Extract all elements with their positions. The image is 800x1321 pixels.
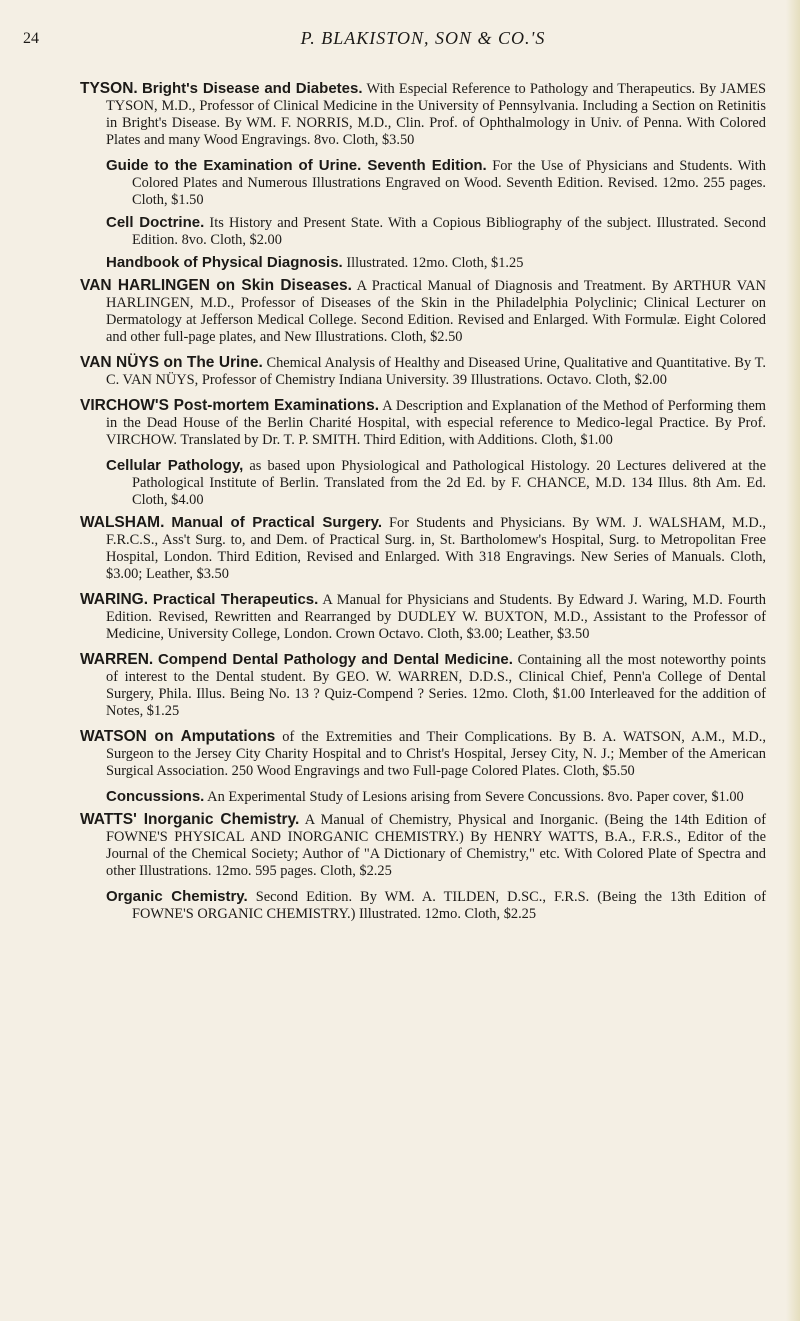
catalog-entry — [80, 591, 766, 643]
catalog-entry — [106, 457, 766, 509]
catalog-entry — [80, 277, 766, 346]
entry-author: WARING. — [80, 591, 149, 608]
entry-author: VAN HARLINGEN on Skin Diseases. — [80, 277, 352, 294]
catalog-entry — [80, 728, 766, 780]
entry-author: WARREN. — [80, 651, 154, 668]
page-header — [23, 22, 766, 62]
entry-author: TYSON. — [80, 80, 138, 97]
entry-text: A Description and Explanation of the Method of Performing them in the Dead House of the Berlin Charité Hospital, with especial reference to Medico-legal Practice. By Prof. VIRCHOW. Translated by Dr. T. P. SMITH. Third Edition, with Additions. Cloth, $1.00 — [106, 398, 766, 448]
entry-author: WATSON on Amputations — [80, 728, 276, 745]
catalog-entry — [106, 214, 766, 249]
entry-text: A Manual for Physicians and Students. By Edward J. Waring, M.D. Fourth Edition. Revised, Rewritten and Rearranged by DUDLEY W. BUXTON, M.D., Assistant to the Professor of Medicine, University College, London. Crown Octavo. Cloth, $3.00; Leather, $3.50 — [106, 592, 767, 642]
catalog-entry — [106, 157, 766, 209]
entry-author: VAN NÜYS on The Urine. — [80, 354, 263, 371]
entry-text: Containing all the most noteworthy points of interest to the Dental student. By GEO. W. WARREN, D.D.S., Clinical Chief, Penn'a College of Dental Surgery, Phila. Illus. Being No. 13 ? Quiz-Compend ? Series. 12mo. Cloth, $1.00 Interleaved for the addition of Notes, $1.25 — [106, 652, 766, 719]
catalog-entry — [106, 254, 766, 272]
catalog-entry — [80, 397, 766, 449]
page-number: 24 — [23, 30, 39, 47]
entry-text: For the Use of Physicians and Students. With Colored Plates and Numerous Illustrations Engraved on Wood. Seventh Edition. Revised. 12mo. 255 pages. Cloth, $1.50 — [132, 158, 766, 208]
catalog-entry — [106, 788, 766, 806]
entry-text: Second Edition. By WM. A. TILDEN, D.SC., F.R.S. (Being the 13th Edition of FOWNE'S ORGANIC CHEMISTRY.) Illustrated. 12mo. Cloth, $2.25 — [132, 889, 766, 922]
entry-author: WALSHAM. — [80, 514, 165, 531]
entry-title: Bright's Disease and Diabetes. — [141, 80, 363, 97]
entry-title: Cellular Pathology, — [106, 457, 244, 474]
entry-title: Handbook of Physical Diagnosis. — [106, 254, 343, 271]
entry-text: of the Extremities and Their Complications. By B. A. WATSON, A.M., M.D., Surgeon to the Jersey City Charity Hospital and to Christ's Hospital, Jersey City, N. J.; Member of the American Surgical Association. 250 Wood Engravings and two Full-page Colored Plates. Cloth, $5.50 — [106, 729, 766, 779]
running-head: P. BLAKISTON, SON & CO.'S — [300, 28, 546, 48]
entry-title: Guide to the Examination of Urine. Seventh Edition. — [106, 157, 487, 174]
entry-text: A Manual of Chemistry, Physical and Inorganic. (Being the 14th Edition of FOWNE'S PHYSICAL AND INORGANIC CHEMISTRY.) By HENRY WATTS, B.A., F.R.S., Editor of the Journal of the Chemical Society; Author of "A Dictionary of Chemistry," etc. With Colored Plate of Spectra and other Illustrations. 12mo. 595 pages. Cloth, $2.25 — [106, 812, 766, 879]
entry-text: as based upon Physiological and Pathological Histology. 20 Lectures delivered at the Pathological Institute of Berlin. Translated from the 2d Ed. by F. CHANCE, M.D. 134 Illus. 8th Am. Ed. Cloth, $4.00 — [132, 458, 766, 508]
entry-text: An Experimental Study of Lesions arising from Severe Concussions. 8vo. Paper cover, $1.00 — [207, 789, 744, 805]
entry-text: For Students and Physicians. By WM. J. WALSHAM, M.D., F.R.C.S., Ass't Surg. to, and Dem. of Practical Surg. in, St. Bartholomew's Hospital, Surg. to Metropolitan Free Hospital, London. Third Edition, Revised and Enlarged. With 318 Engravings. New Series of Manuals. Cloth, $3.00; Leather, $3.50 — [106, 515, 766, 582]
catalog-entries — [80, 80, 766, 923]
catalog-entry — [80, 514, 766, 583]
entry-title: Cell Doctrine. — [106, 214, 205, 231]
entry-title: Compend Dental Pathology and Dental Medicine. — [157, 651, 513, 668]
catalog-entry — [80, 811, 766, 880]
entry-title: Practical Therapeutics. — [152, 591, 319, 608]
entry-text: A Practical Manual of Diagnosis and Treatment. By ARTHUR VAN HARLINGEN, M.D., Professor of Diseases of the Skin in the Philadelphia Polyclinic; Clinical Lecturer on Dermatology at Jefferson Medical College. Second Edition. Revised and Enlarged. With Formulæ. Eight Colored and other full-page plates, and New Illustrations. Cloth, $2.50 — [106, 278, 766, 345]
catalog-entry — [80, 651, 766, 720]
catalog-entry — [106, 888, 766, 923]
entry-text: Its History and Present State. With a Copious Bibliography of the subject. Illustrated. Second Edition. 8vo. Cloth, $2.00 — [132, 215, 766, 248]
entry-title: Concussions. — [106, 788, 205, 805]
entry-title: Organic Chemistry. — [106, 888, 248, 905]
entry-title: Manual of Practical Surgery. — [171, 514, 383, 531]
entry-text: With Especial Reference to Pathology and Therapeutics. By JAMES TYSON, M.D., Professor of Clinical Medicine in the University of Pennsylvania. Including a Section on Retinitis in Bright's Disease. By WM. F. NORRIS, M.D., Clin. Prof. of Ophthalmology in Univ. of Penna. With Colored Plates and many Wood Engravings. 8vo. Cloth, $3.50 — [106, 81, 766, 148]
entry-text: Chemical Analysis of Healthy and Diseased Urine, Qualitative and Quantitative. By T. C. VAN NÜYS, Professor of Chemistry Indiana University. 39 Illustrations. Octavo. Cloth, $2.00 — [106, 355, 766, 388]
catalog-entry — [80, 80, 766, 149]
entry-author: WATTS' Inorganic Chemistry. — [80, 811, 300, 828]
catalog-entry — [80, 354, 766, 389]
entry-author: VIRCHOW'S Post-mortem Examinations. — [80, 397, 380, 414]
entry-text: Illustrated. 12mo. Cloth, $1.25 — [346, 255, 524, 271]
page-edge-shading — [786, 0, 800, 1321]
